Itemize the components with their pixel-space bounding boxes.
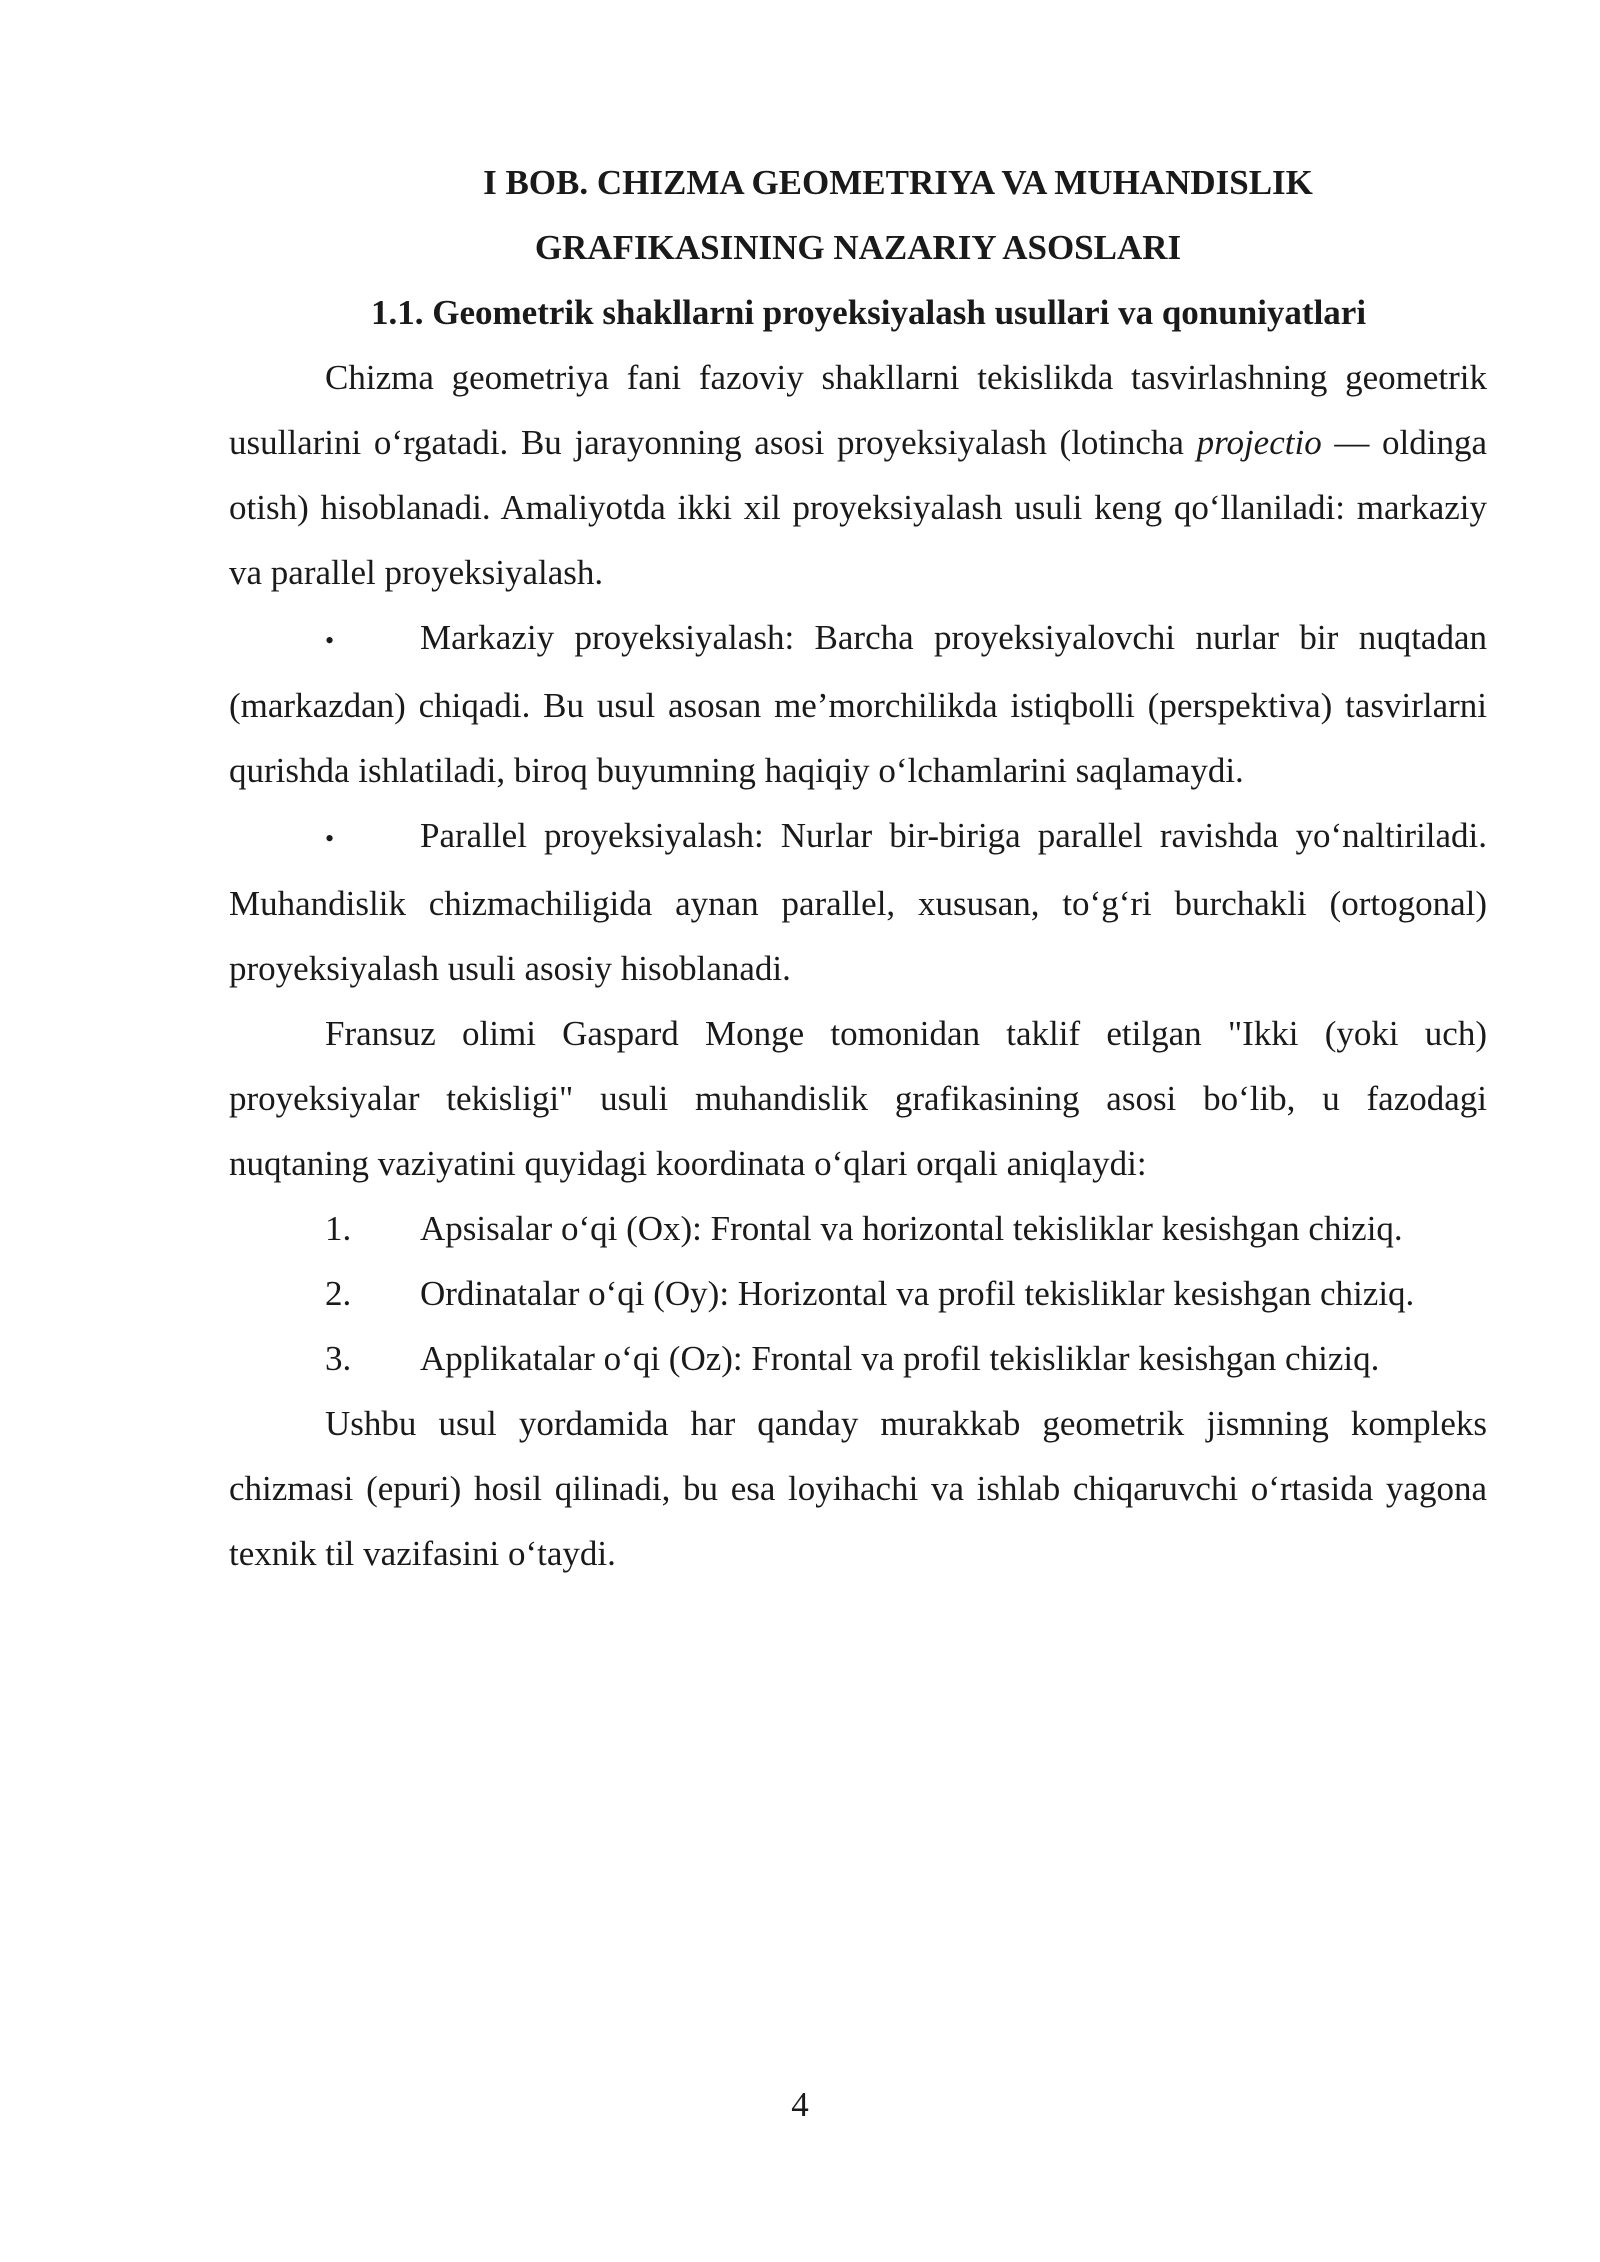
intro-paragraph xyxy=(229,345,1487,605)
numbered-text: Applikatalar o‘qi (Oz): Frontal va profil tekisliklar kesishgan chiziq. xyxy=(420,1339,1380,1378)
numbered-marker: 2. xyxy=(325,1274,352,1313)
page-content xyxy=(229,150,1487,1586)
numbered-text: Ordinatalar o‘qi (Oy): Horizontal va profil tekisliklar kesishgan chiziq. xyxy=(420,1274,1415,1313)
page-number: 4 xyxy=(791,2085,809,2124)
bullet-text: Parallel proyeksiyalash: Nurlar bir-biriga parallel ravishda yo‘naltiriladi. Muhandislik chizmachiligida aynan parallel, xususan, to‘g‘ri burchakli (ortogonal) proyeksiyalash usuli asosiy hisoblanadi. xyxy=(229,816,1487,988)
numbered-item xyxy=(229,1196,1487,1261)
numbered-item xyxy=(229,1261,1487,1326)
bullet-marker: • xyxy=(325,824,335,853)
closing-paragraph: Ushbu usul yordamida har qanday murakkab geometrik jismning kompleks chizmasi (epuri) hosil qilinadi, bu esa loyihachi va ishlab chiqaruvchi o‘rtasida yagona texnik til vazifasini o‘taydi. xyxy=(229,1404,1487,1573)
chapter-title-line-1: I BOB. CHIZMA GEOMETRIYA VA MUHANDISLIK xyxy=(483,163,1313,202)
bullet-item xyxy=(229,803,1487,1001)
section-title: 1.1. Geometrik shakllarni proyeksiyalash usullari va qonuniyatlari xyxy=(371,293,1367,332)
chapter-title xyxy=(229,150,1487,280)
intro-term: projectio xyxy=(1196,423,1322,462)
numbered-text: Apsisalar o‘qi (Ox): Frontal va horizontal tekisliklar kesishgan chiziq. xyxy=(420,1209,1403,1248)
chapter-title-line-2: GRAFIKASINING NAZARIY ASOSLARI xyxy=(534,228,1182,267)
intro-text-after-term: — oldinga otish) hisoblanadi. Amaliyotda ikki xil proyeksiyalash usuli keng qo‘llaniladi: markaziy va parallel proyeksiyalash. xyxy=(229,423,1487,592)
bullet-item xyxy=(229,605,1487,803)
bullet-text: Markaziy proyeksiyalash: Barcha proyeksiyalovchi nurlar bir nuqtadan (markazdan) chiqadi. Bu usul asosan me’morchilikda istiqbolli (perspektiva) tasvirlarni qurishda ishlatiladi, biroq buyumning haqiqiy o‘lchamlarini saqlamaydi. xyxy=(229,618,1487,790)
monge-paragraph: Fransuz olimi Gaspard Monge tomonidan taklif etilgan "Ikki (yoki uch) proyeksiyalar tekisligi" usuli muhandislik grafikasining asosi bo‘lib, u fazodagi nuqtaning vaziyatini quyidagi koordinata o‘qlari orqali aniqlaydi: xyxy=(229,1014,1487,1183)
numbered-marker: 1. xyxy=(325,1209,352,1248)
numbered-item xyxy=(229,1326,1487,1391)
bullet-marker: • xyxy=(325,626,335,655)
numbered-marker: 3. xyxy=(325,1339,352,1378)
intro-text-before-term: Chizma geometriya fani fazoviy shakllarni tekislikda tasvirlashning geometrik usullarini o‘rgatadi. Bu jarayonning asosi proyeksiyalash (lotincha xyxy=(229,358,1487,462)
